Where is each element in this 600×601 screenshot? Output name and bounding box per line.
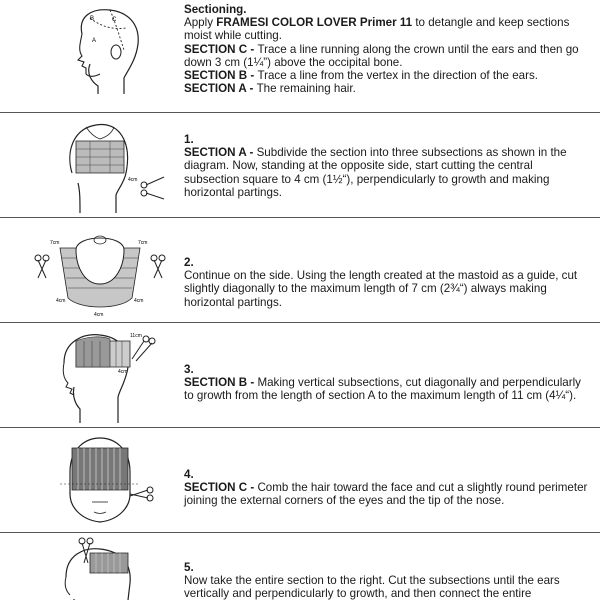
step-number: 4. <box>184 468 194 481</box>
step-paragraph: SECTION A - Subdivide the section into three subsections as shown in the diagram. Now, standing at the opposite side, start cutting the central subsection square to 4 cm (1½“), perpendicularly to growth and making horizontal partings. <box>184 146 567 199</box>
step-paragraph: SECTION A - The remaining hair. <box>184 82 356 96</box>
length-label: 7cm <box>138 240 148 246</box>
length-label: 7cm <box>50 240 60 246</box>
step-number: 5. <box>184 561 194 574</box>
step-2 <box>0 218 600 322</box>
length-label: 4cm <box>118 369 128 375</box>
section-label-c: C <box>112 17 117 23</box>
head-back-view-illustration <box>20 119 180 213</box>
length-label: 11cm <box>130 333 142 339</box>
step-3 <box>0 323 600 427</box>
length-label: 4cm <box>128 177 138 183</box>
step-paragraph: SECTION C - Trace a line running along the crown until the ears and then go down 3 cm (1¼”) above the occipital bone. <box>184 42 579 69</box>
head-sectioning-illustration <box>20 4 180 94</box>
step-4 <box>0 428 600 532</box>
step-sectioning <box>0 0 600 112</box>
head-front-fringe-illustration <box>20 432 180 528</box>
step-number: 1. <box>184 133 194 146</box>
section-label-a: A <box>92 38 97 44</box>
step-paragraph: Apply FRAMESI COLOR LOVER Primer 11 to detangle and keep sections moist while cutting. <box>184 16 570 43</box>
head-side-section-b-illustration <box>20 327 180 423</box>
step-paragraph: SECTION B - Making vertical subsections, cut diagonally and perpendicularly to growth from the length of section A to the maximum length of 11 cm (4¼“). <box>184 376 581 403</box>
step-number: 2. <box>184 256 194 269</box>
head-side-right-illustration <box>20 537 180 600</box>
step-paragraph: Now take the entire section to the right. Cut the subsections until the ears vertically and perpendicularly to growth, and then connect the entire <box>184 574 560 601</box>
step-paragraph: SECTION B - Trace a line from the vertex in the direction of the ears. <box>184 69 538 83</box>
head-top-view-illustration <box>20 222 180 318</box>
section-label-b: B <box>90 16 95 22</box>
step-paragraph: SECTION C - Comb the hair toward the face and cut a slightly round perimeter joining the external corners of the eyes and the tip of the nose. <box>184 481 588 508</box>
length-label: 4cm <box>56 298 66 304</box>
step-title: Sectioning. <box>184 3 247 16</box>
length-label: 4cm <box>94 312 104 318</box>
length-label: 4cm <box>134 298 144 304</box>
step-paragraph: Continue on the side. Using the length created at the mastoid as a guide, cut slightly diagonally to the maximum length of 7 cm (2¾“) always making horizontal partings. <box>184 269 578 309</box>
step-5 <box>0 533 600 600</box>
step-number: 3. <box>184 363 194 376</box>
step-1 <box>0 113 600 217</box>
